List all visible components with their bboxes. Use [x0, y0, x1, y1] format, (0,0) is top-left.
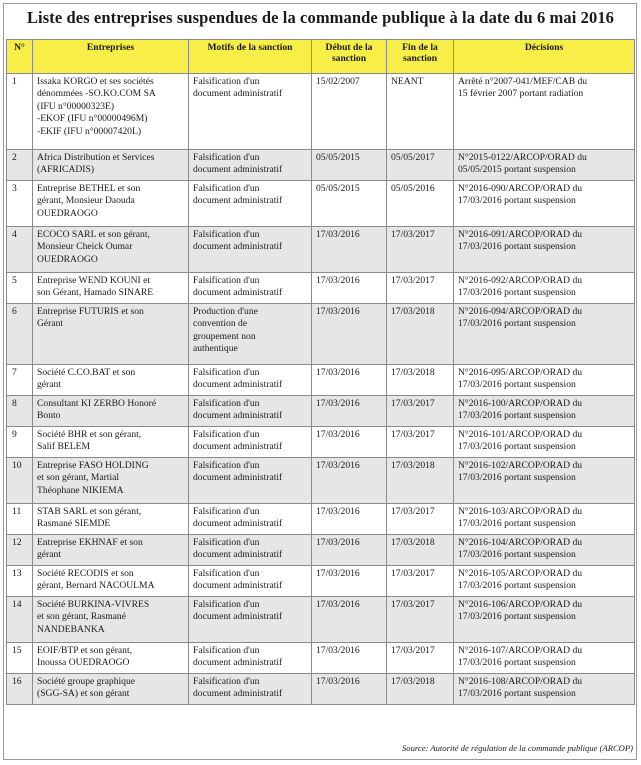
- decision-line: 17/03/2016 portant suspension: [458, 318, 576, 330]
- table-row: [7, 535, 635, 566]
- row-number: 2: [7, 150, 33, 181]
- header-fin-line: sanction: [402, 53, 438, 64]
- motif-line: Falsification d'un: [193, 460, 260, 471]
- header-fin-line: Fin de la: [402, 42, 438, 53]
- fin-cell: 17/03/2018: [387, 304, 454, 365]
- debut-cell: 17/03/2016: [312, 566, 387, 597]
- entreprise-cell: [33, 427, 189, 458]
- table-row: [7, 304, 635, 365]
- decision-cell: [454, 504, 635, 535]
- entreprise-line: Bonto: [37, 410, 61, 422]
- motif-line: Falsification d'un: [193, 275, 260, 286]
- entreprise-line: gérant: [37, 549, 61, 561]
- debut-cell: 17/03/2016: [312, 396, 387, 427]
- decision-line: 17/03/2016 portant suspension: [458, 580, 576, 592]
- motif-line: Falsification d'un: [193, 429, 260, 440]
- decision-line: 17/03/2016 portant suspension: [458, 241, 576, 253]
- entreprise-line: EOIF/BTP et son gérant,: [37, 645, 133, 656]
- table-row: [7, 504, 635, 535]
- decision-cell: [454, 427, 635, 458]
- entreprise-line: Société groupe graphique: [37, 676, 136, 687]
- motif-line: authentique: [193, 343, 238, 355]
- decision-line: N°2016-091/ARCOP/ORAD du: [458, 229, 583, 240]
- decision-line: N°2016-107/ARCOP/ORAD du: [458, 645, 583, 656]
- entreprise-cell: [33, 227, 189, 273]
- motif-line: Falsification d'un: [193, 152, 260, 163]
- header-debut-line: Début de la: [325, 42, 373, 53]
- entreprise-cell: [33, 273, 189, 304]
- decision-line: N°2016-108/ARCOP/ORAD du: [458, 676, 583, 687]
- entreprise-line: Issaka KORGO et ses sociétés: [37, 76, 154, 87]
- motif-line: Falsification d'un: [193, 506, 260, 517]
- decision-line: 17/03/2016 portant suspension: [458, 195, 576, 207]
- entreprise-cell: [33, 304, 189, 365]
- table-row: [7, 643, 635, 674]
- table-row: [7, 396, 635, 427]
- decision-line: N°2016-102/ARCOP/ORAD du: [458, 460, 583, 471]
- entreprise-line: Gérant: [37, 318, 64, 330]
- fin-cell: 17/03/2017: [387, 227, 454, 273]
- decision-line: 17/03/2016 portant suspension: [458, 549, 576, 561]
- row-number: 11: [7, 504, 33, 535]
- fin-cell: NEANT: [387, 74, 454, 150]
- entreprise-line: et son gérant, Rasmané: [37, 611, 126, 623]
- motif-cell: [189, 74, 312, 150]
- debut-cell: 17/03/2016: [312, 643, 387, 674]
- entreprise-line: OUEDRAOGO: [37, 253, 98, 265]
- motif-line: document administratif: [193, 287, 283, 299]
- entreprise-line: (IFU n°00000323E): [37, 100, 115, 112]
- table-body: [7, 74, 635, 705]
- decision-cell: [454, 458, 635, 504]
- row-number: 14: [7, 597, 33, 643]
- motif-cell: [189, 181, 312, 227]
- motif-line: Falsification d'un: [193, 229, 260, 240]
- table-row: [7, 566, 635, 597]
- motif-line: Falsification d'un: [193, 367, 260, 378]
- decision-line: 17/03/2016 portant suspension: [458, 441, 576, 453]
- motif-line: document administratif: [193, 195, 283, 207]
- row-number: 9: [7, 427, 33, 458]
- fin-cell: 17/03/2017: [387, 396, 454, 427]
- fin-cell: 17/03/2018: [387, 674, 454, 705]
- fin-cell: 17/03/2017: [387, 597, 454, 643]
- debut-cell: 17/03/2016: [312, 458, 387, 504]
- entreprise-cell: [33, 643, 189, 674]
- decision-line: N°2015-0122/ARCOP/ORAD du: [458, 152, 587, 163]
- decision-line: 17/03/2016 portant suspension: [458, 688, 576, 700]
- debut-cell: 17/03/2016: [312, 365, 387, 396]
- table-row: [7, 597, 635, 643]
- entreprise-cell: [33, 396, 189, 427]
- motif-line: document administratif: [193, 379, 283, 391]
- motif-line: document administratif: [193, 611, 283, 623]
- decision-line: N°2016-090/ARCOP/ORAD du: [458, 183, 583, 194]
- entreprise-cell: [33, 150, 189, 181]
- motif-cell: [189, 597, 312, 643]
- motif-cell: [189, 504, 312, 535]
- motif-cell: [189, 566, 312, 597]
- decision-line: 17/03/2016 portant suspension: [458, 379, 576, 391]
- decision-cell: [454, 150, 635, 181]
- motif-cell: [189, 273, 312, 304]
- entreprise-cell: [33, 566, 189, 597]
- decision-cell: [454, 273, 635, 304]
- motif-line: Falsification d'un: [193, 76, 260, 87]
- debut-cell: 17/03/2016: [312, 535, 387, 566]
- debut-cell: 17/03/2016: [312, 273, 387, 304]
- motif-cell: [189, 643, 312, 674]
- decision-cell: [454, 181, 635, 227]
- motif-line: document administratif: [193, 580, 283, 592]
- header-fin: [387, 40, 454, 74]
- decision-line: N°2016-105/ARCOP/ORAD du: [458, 568, 583, 579]
- header-entreprises: Entreprises: [33, 40, 189, 74]
- entreprise-line: STAB SARL et son gérant,: [37, 506, 142, 517]
- suspensions-table: [6, 39, 635, 705]
- motif-line: Falsification d'un: [193, 183, 260, 194]
- decision-line: 15 février 2007 portant radiation: [458, 88, 584, 100]
- decision-cell: [454, 227, 635, 273]
- motif-line: Production d'une: [193, 306, 258, 317]
- entreprise-line: Consultant KI ZERBO Honoré: [37, 398, 157, 409]
- entreprise-line: Salif BELEM: [37, 441, 91, 453]
- decision-line: N°2016-103/ARCOP/ORAD du: [458, 506, 583, 517]
- decision-line: N°2016-092/ARCOP/ORAD du: [458, 275, 583, 286]
- table-row: [7, 227, 635, 273]
- motif-cell: [189, 674, 312, 705]
- debut-cell: 17/03/2016: [312, 227, 387, 273]
- row-number: 8: [7, 396, 33, 427]
- row-number: 4: [7, 227, 33, 273]
- fin-cell: 17/03/2017: [387, 504, 454, 535]
- entreprise-line: Africa Distribution et Services: [37, 152, 155, 163]
- decision-line: N°2016-095/ARCOP/ORAD du: [458, 367, 583, 378]
- entreprise-line: Rasmané SIEMDE: [37, 518, 111, 530]
- motif-line: document administratif: [193, 164, 283, 176]
- motif-line: document administratif: [193, 410, 283, 422]
- entreprise-line: Entreprise WEND KOUNI et: [37, 275, 151, 286]
- motif-line: document administratif: [193, 241, 283, 253]
- decision-line: 17/03/2016 portant suspension: [458, 518, 576, 530]
- row-number: 3: [7, 181, 33, 227]
- entreprise-line: Société BURKINA-VIVRES: [37, 599, 150, 610]
- header-decisions: Décisions: [454, 40, 635, 74]
- entreprise-line: et son gérant, Martial: [37, 472, 120, 484]
- row-number: 1: [7, 74, 33, 150]
- row-number: 6: [7, 304, 33, 365]
- decision-line: N°2016-101/ARCOP/ORAD du: [458, 429, 583, 440]
- entreprise-line: ECOCO SARL et son gérant,: [37, 229, 150, 240]
- entreprise-line: gérant, Bernard NACOULMA: [37, 580, 155, 592]
- decision-cell: [454, 597, 635, 643]
- fin-cell: 17/03/2017: [387, 427, 454, 458]
- decision-line: N°2016-104/ARCOP/ORAD du: [458, 537, 583, 548]
- entreprise-line: -EKIF (IFU n°00007420L): [37, 125, 142, 137]
- row-number: 10: [7, 458, 33, 504]
- entreprise-line: Inoussa OUEDRAOGO: [37, 657, 130, 669]
- decision-line: N°2016-106/ARCOP/ORAD du: [458, 599, 583, 610]
- entreprise-cell: [33, 181, 189, 227]
- entreprise-line: Société RECODIS et son: [37, 568, 134, 579]
- header-debut-line: sanction: [331, 53, 367, 64]
- motif-line: Falsification d'un: [193, 537, 260, 548]
- decision-cell: [454, 535, 635, 566]
- entreprise-line: OUEDRAOGO: [37, 207, 98, 219]
- table-header-row: [7, 40, 635, 74]
- table-row: [7, 458, 635, 504]
- table-row: [7, 181, 635, 227]
- entreprise-cell: [33, 74, 189, 150]
- motif-line: Falsification d'un: [193, 398, 260, 409]
- debut-cell: 17/03/2016: [312, 304, 387, 365]
- decision-cell: [454, 674, 635, 705]
- debut-cell: 05/05/2015: [312, 150, 387, 181]
- entreprise-line: Société C.CO.BAT et son: [37, 367, 136, 378]
- decision-line: 17/03/2016 portant suspension: [458, 410, 576, 422]
- header-motifs: Motifs de la sanction: [189, 40, 312, 74]
- entreprise-line: gérant: [37, 379, 61, 391]
- fin-cell: 17/03/2017: [387, 566, 454, 597]
- decision-cell: [454, 74, 635, 150]
- row-number: 16: [7, 674, 33, 705]
- entreprise-line: son Gérant, Hamado SINARE: [37, 287, 154, 299]
- entreprise-line: Entreprise BETHEL et son: [37, 183, 141, 194]
- decision-line: N°2016-100/ARCOP/ORAD du: [458, 398, 583, 409]
- decision-line: 17/03/2016 portant suspension: [458, 657, 576, 669]
- motif-line: Falsification d'un: [193, 599, 260, 610]
- row-number: 5: [7, 273, 33, 304]
- motif-line: convention de: [193, 318, 248, 330]
- entreprise-line: NANDEBANKA: [37, 623, 105, 635]
- decision-line: 17/03/2016 portant suspension: [458, 611, 576, 623]
- decision-cell: [454, 566, 635, 597]
- motif-line: document administratif: [193, 657, 283, 669]
- motif-cell: [189, 396, 312, 427]
- motif-cell: [189, 427, 312, 458]
- header-debut: [312, 40, 387, 74]
- debut-cell: 17/03/2016: [312, 674, 387, 705]
- entreprise-line: -EKOF (IFU n°00000496M): [37, 113, 148, 125]
- table-row: [7, 674, 635, 705]
- fin-cell: 17/03/2017: [387, 643, 454, 674]
- entreprise-line: Société BHR et son gérant,: [37, 429, 142, 440]
- motif-line: Falsification d'un: [193, 676, 260, 687]
- motif-line: document administratif: [193, 472, 283, 484]
- entreprise-line: Entreprise FASO HOLDING: [37, 460, 149, 471]
- table-row: [7, 427, 635, 458]
- debut-cell: 05/05/2015: [312, 181, 387, 227]
- entreprise-line: Entreprise EKHNAF et son: [37, 537, 143, 548]
- decision-cell: [454, 365, 635, 396]
- row-number: 13: [7, 566, 33, 597]
- table-row: [7, 74, 635, 150]
- row-number: 12: [7, 535, 33, 566]
- debut-cell: 17/03/2016: [312, 504, 387, 535]
- entreprise-line: Théophane NIKIEMA: [37, 484, 124, 496]
- debut-cell: 17/03/2016: [312, 597, 387, 643]
- motif-line: document administratif: [193, 549, 283, 561]
- decision-line: 17/03/2016 portant suspension: [458, 472, 576, 484]
- entreprise-line: (SGG-SA) et son gérant: [37, 688, 130, 700]
- fin-cell: 05/05/2017: [387, 150, 454, 181]
- decision-cell: [454, 643, 635, 674]
- motif-line: groupement non: [193, 330, 256, 342]
- motif-line: document administratif: [193, 688, 283, 700]
- motif-line: document administratif: [193, 518, 283, 530]
- entreprise-line: (AFRICADIS): [37, 164, 95, 176]
- entreprise-line: gérant, Monsieur Daouda: [37, 195, 135, 207]
- motif-cell: [189, 365, 312, 396]
- row-number: 15: [7, 643, 33, 674]
- decision-line: N°2016-094/ARCOP/ORAD du: [458, 306, 583, 317]
- motif-cell: [189, 458, 312, 504]
- motif-cell: [189, 535, 312, 566]
- entreprise-cell: [33, 365, 189, 396]
- motif-line: document administratif: [193, 88, 283, 100]
- motif-line: Falsification d'un: [193, 568, 260, 579]
- motif-line: Falsification d'un: [193, 645, 260, 656]
- entreprise-cell: [33, 597, 189, 643]
- header-num: N°: [7, 40, 33, 74]
- entreprise-cell: [33, 535, 189, 566]
- motif-line: document administratif: [193, 441, 283, 453]
- entreprise-line: dénommées -SO.KO.COM SA: [37, 88, 156, 100]
- decision-line: 17/03/2016 portant suspension: [458, 287, 576, 299]
- entreprise-cell: [33, 674, 189, 705]
- debut-cell: 15/02/2007: [312, 74, 387, 150]
- entreprise-cell: [33, 504, 189, 535]
- debut-cell: 17/03/2016: [312, 427, 387, 458]
- fin-cell: 17/03/2018: [387, 458, 454, 504]
- entreprise-line: Entreprise FUTURIS et son: [37, 306, 144, 317]
- fin-cell: 17/03/2017: [387, 273, 454, 304]
- table-row: [7, 150, 635, 181]
- fin-cell: 17/03/2018: [387, 535, 454, 566]
- page-title: Liste des entreprises suspendues de la commande publique à la date du 6 mai 2016: [26, 8, 615, 27]
- decision-line: 05/05/2015 portant suspension: [458, 164, 576, 176]
- entreprise-line: Monsieur Cheick Oumar: [37, 241, 133, 253]
- decision-line: Arrêté n°2007-041/MEF/CAB du: [458, 76, 588, 87]
- table-row: [7, 365, 635, 396]
- motif-cell: [189, 227, 312, 273]
- decision-cell: [454, 304, 635, 365]
- decision-cell: [454, 396, 635, 427]
- motif-cell: [189, 150, 312, 181]
- fin-cell: 05/05/2016: [387, 181, 454, 227]
- row-number: 7: [7, 365, 33, 396]
- entreprise-cell: [33, 458, 189, 504]
- table-row: [7, 273, 635, 304]
- source-note: Source: Autorité de régulation de la commande publique (ARCOP): [401, 743, 633, 753]
- motif-cell: [189, 304, 312, 365]
- fin-cell: 17/03/2018: [387, 365, 454, 396]
